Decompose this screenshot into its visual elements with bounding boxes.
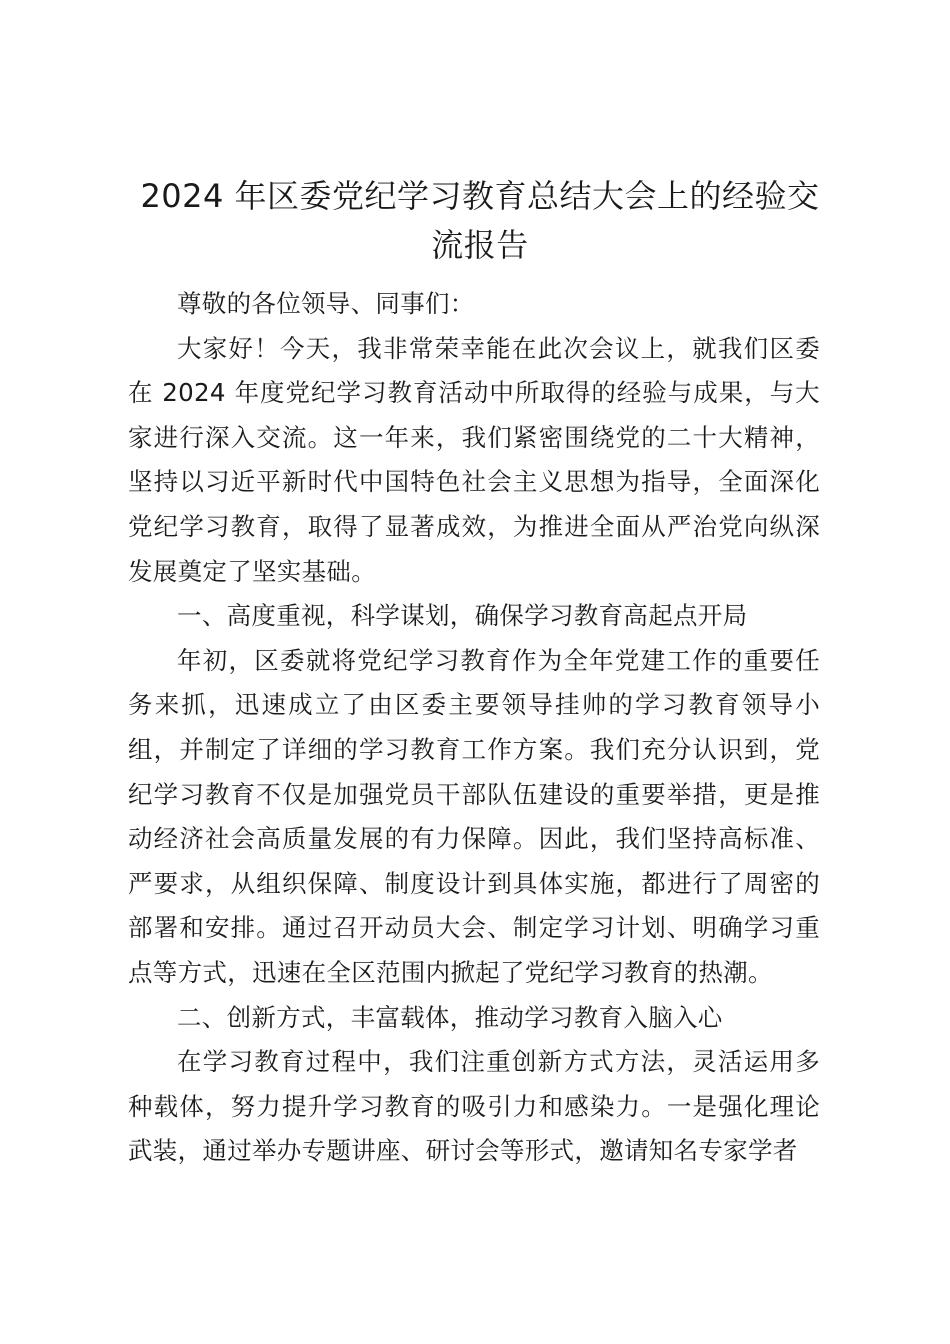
paragraph-section-2: 在学习教育过程中，我们注重创新方式方法，灵活运用多种载体，努力提升学习教育的吸引力和感染力。一是强化理论武装，通过举办专题讲座、研讨会等形式，邀请知名专家学者 xyxy=(128,1047,820,1166)
salutation: 尊敬的各位领导、同事们： xyxy=(177,289,475,318)
document-body xyxy=(128,282,820,1174)
section-heading-2: 二、创新方式，丰富载体，推动学习教育入脑入心 xyxy=(177,1002,723,1032)
paragraph-section-1: 年初，区委就将党纪学习教育作为全年党建工作的重要任务来抓，迅速成立了由区委主要领导挂帅的学习教育领导小组，并制定了详细的学习教育工作方案。我们充分认识到，党纪学习教育不仅是加强党员干部队伍建设的重要举措，更是推动经济社会高质量发展的有力保障。因此，我们坚持高标准、严要求，从组织保障、制度设计到具体实施，都进行了周密的部署和安排。通过召开动员大会、制定学习计划、明确学习重点等方式，迅速在全区范围内掀起了党纪学习教育的热潮。 xyxy=(128,645,820,987)
paragraph-opening: 大家好！今天，我非常荣幸能在此次会议上，就我们区委在 2024 年度党纪学习教育活动中所取得的经验与成果，与大家进行深入交流。这一年来，我们紧密围绕党的二十大精神，坚持以习近平新时代中国特色社会主义思想为指导，全面深化党纪学习教育，取得了显著成效，为推进全面从严治党向纵深发展奠定了坚实基础。 xyxy=(128,333,820,586)
section-heading-1: 一、高度重视，科学谋划，确保学习教育高起点开局 xyxy=(177,601,748,631)
document-title: 2024 年区委党纪学习教育总结大会上的经验交流报告 xyxy=(140,177,820,264)
